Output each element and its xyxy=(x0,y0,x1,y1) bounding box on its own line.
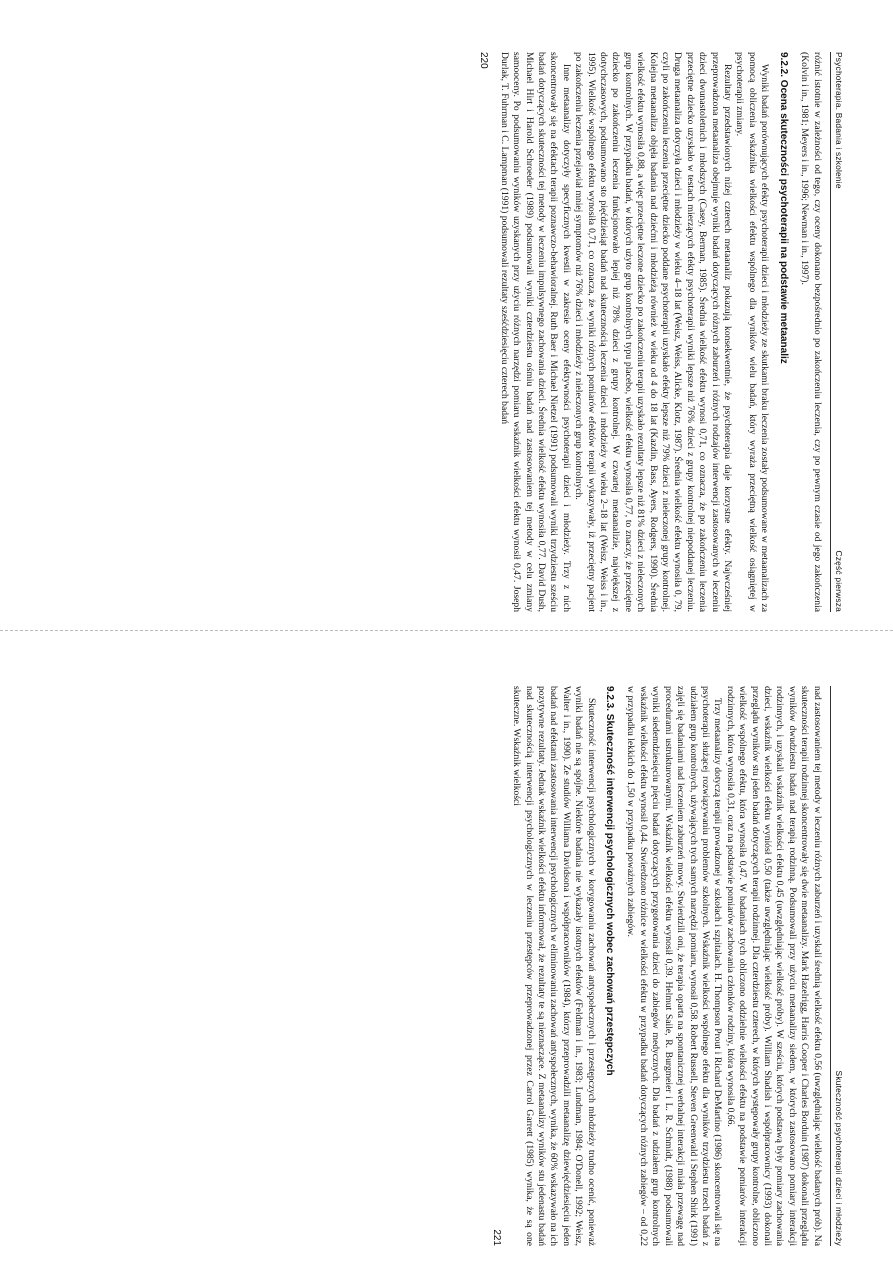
page-number: 221 xyxy=(490,1229,502,1246)
running-head xyxy=(830,52,845,612)
running-head-book-title: Psychoterapia. Badania i szkolenie xyxy=(834,52,844,189)
right-page xyxy=(489,686,845,1246)
page-number: 220 xyxy=(478,52,490,69)
paragraph: Rezultaty przedstawionych niżej czterech metaanaliz pokazują konsekwentnie, że psychoterapia daje korzystne efekty. Najwcześniej przeprowadzona metaanaliza obejmuje wyniki badań dotyczących różnych zaburzeń i różnych rodzajów interwencji zastosowanych w leczeniu dzieci dwunastoletnich i młodszych (Casey, Berman, 1985). Średnia wielkość efektu wynosi 0,71, co oznacza, że po zakończeniu leczenia przeciętne dziecko uzyskało w testach mierzących efekty psychoterapii wyniki lepsze niż 76% dzieci z grupy kontrolnej niepoddanej leczeniu. Druga metaanaliza dotyczyła dzieci i młodzieży w wieku 4–18 lat (Weisz, Weiss, Alicke, Klotz, 1987). Średnia wielkość efektu wynosiła 0, 79, czyli po zakończeniu leczenia przeciętne dziecko poddane psychoterapii uzyskało efekty lepsze niż 79% dzieci z nieleczonej grupy kontrolnej. Kolejna metaanaliza objęła badania nad dziećmi i młodzieżą również w wieku od 4 do 18 lat (Kazdin, Bass, Ayers, Rodgers, 1990). Średnia wielkość efektu wynosiła 0,88, a więc przeciętne leczone dziecko po zakończeniu terapii uzyskało rezultaty lepsze niż 81% dzieci z nieleczonych grup kontrolnych. W przypadku badań, w których użyto grup kontrolnych typu placebo, wielkość efektu wynosiła 0,77, to znaczy, że przeciętne dziecko po zakończeniu leczenia funkcjonowało lepiej niż 78% dzieci z grupy kontrolnej. W czwartej metaanalizie, największej z dotychczasowych, podsumowano sto pięćdziesiąt badań nad skutecznością leczenia dzieci i młodzieży w wieku 2–18 lat (Weisz, Weiss i in., 1995). Wielkość wspólnego efektu wynosiła 0,71, co oznacza, że wyniki różnych pomiarów efektów terapii wykazywały, iż przeciętny pacjent po zakończeniu leczenia przejawiał mniej symptomów niż 76% dzieci i młodzieży z nieleczonych grup kontrolnych. xyxy=(573,52,734,612)
running-head xyxy=(830,686,845,1246)
left-page xyxy=(477,52,845,612)
page-body xyxy=(497,52,822,612)
paragraph: różnić istotnie w zależności od tego, czy oceny dokonano bezpośrednio po zakończeniu leczenia, czy po pewnym czasie od jego zakończenia (Kolvin i in., 1981; Meyers i in., 1996; Newman i in., 1997). xyxy=(799,52,823,612)
paragraph: nad zastosowaniem tej metody w leczeniu różnych zaburzeń i uzyskali średnią wielkość efektu 0,56 (uwzględniając wielkość badanych prób). Na skuteczności terapii rodzinnej skoncentrowały się dwie metaanalizy. Mark Hazelrigg, Harris Cooper i Charles Borduin (1987) dokonali przeglądu wyników dwudziestu badań nad terapią rodzinną. Podsumowali przy użyciu metaanalizy siedem, w których zastosowano pomiary interakcji rodzinnych, i uzyskali wskaźnik wielkości efektu 0,45 (uwzględniając wielkość próby). W sześciu, których podstawą były pomiary zachowania dzieci, wskaźnik wielkości efektu wyniósł 0,50 (także uwzględniając wielkość próby). William Shadish i współpracownicy (1993) dokonali przeglądu wyników stu jeden badań dotyczących terapii rodzinnej. Dla czterdziestu czterech, w których występowały grupy kontrolne, obliczono wielkość wspólnego efektu, która wynosiła 0,47. W badaniach tych obliczono oddzielnie wielkości efektu na podstawie pomiarów interakcji rodzinnych, która wynosiła 0,31, oraz na podstawie pomiarów zachowania członków rodziny, która wynosiła 0,66. xyxy=(724,686,823,1246)
paragraph: Skuteczność interwencji psychologicznych w korygowaniu zachowań antyspołecznych i przestępczych młodzieży trudno ocenić, ponieważ wyniki badań nie są spójne. Niektóre badania nie wykazały istotnych efektów (Feldman i in., 1983; Lundman, 1984; O'Donell, 1992; Weisz, Walter i in., 1990). Ze studiów Williama Davidsona i współpracowników (1984), którzy przeprowadzili metaanalizę dziewięćdziesięciu jeden badań nad efektami zastosowania interwencji psychologicznych w eliminowaniu zachowań antyspołecznych, wynika, że 60% wskazywało na ich pozytywne rezultaty. Jednak wskaźnik wielkości efektu informował, że rezultaty te są nieznaczące. Z metaanalizy wyników stu jedenastu badań nad skutecznością interwencji psychologicznych w leczeniu przestępców przeprowadzonej przez Carrol Garrett (1985) wynika, że są one skuteczne. Wskaźnik wielkości xyxy=(511,686,597,1246)
running-head-part: Część pierwsza xyxy=(834,550,844,612)
page-gutter xyxy=(0,630,893,631)
section-heading: 9.2.3. Skuteczność interwencji psychologicznych wobec zachowań przestępczych xyxy=(604,686,616,1076)
paragraph: Inne metaanalizy dotyczyły specyficznych kwestii w zakresie oceny efektywności psychoterapii dzieci i młodzieży. Trzy z nich skoncentrowały się na efektach terapii poznawczo-behawioralnej. Ruth Baer i Michael Nietzel (1991) podsumowali wyniki trzydziestu sześciu badań dotyczących skuteczności tej metody w leczeniu impulsywnego zachowania dzieci. Średnia wielkość efektu wynosiła 0,77. David Dush, Michael Hirt i Harold Schroeder (1989) podsumowali wyniki czterdziestu ośmiu badań nad zastosowaniem tej metody w celu zmiany samooceny. Po podsumowaniu wyników uzyskanych przy użyciu różnych narzędzi pomiaru wskaźnik wielkości efektu wynosił 0,47. Joseph Durlak, T. Fuhrman i C. Lampman (1991) podsumowali rezultaty sześćdziesięciu czterech badań xyxy=(498,52,572,612)
running-head-chapter-title: Skuteczność psychoterapii dzieci i młodzieży xyxy=(834,1070,844,1246)
paragraph: Trzy metaanalizy dotyczą terapii prowadzonej w szkołach i szpitalach. H. Thompson Prout i Richard DeMartino (1986) skoncentrowali się na psychoterapii służącej rozwiązywaniu problemów szkolnych. Wskaźnik wielkości wspólnego efektu dla wyników trzydziestu trzech badań z udziałem grup kontrolnych, używających tych samych narzędzi pomiaru, wynosił 0,58. Robert Russell, Steven Greenwald i Stephen Shirk (1991) zajęli się badaniami nad leczeniem zaburzeń mowy. Stwierdzili oni, że terapia oparta na spontanicznej werbalnej interakcji miała przewagę nad procedurami ustrukturowanymi. Wskaźnik wielkości efektu wynosił 0,39. Helmut Saile, R. Burgmeier i L. R. Schmidt, (1988) podsumowali wyniki siedemdziesięciu pięciu badań dotyczących przygotowania dzieci do zabiegów medycznych. Dla badań z udziałem grup kontrolnych wskaźnik wielkości efektu wynosił 0,44. Stwierdzono różnice w wielkości efektu w przypadku badań dotyczących różnych zabiegów – od 0,22 w przypadku lekkich do 1,50 w przypadku poważnych zabiegów. xyxy=(625,686,724,1246)
section-heading: 9.2.2. Ocena skuteczności psychoterapii na podstawie metaanaliz xyxy=(777,52,789,364)
paragraph: Wyniki badań porównujących efekty psychoterapii dzieci i młodzieży ze skutkami braku leczenia zostały podsumowane w metaanalizach za pomocą obliczenia wskaźnika wielkości efektu wspólnego dla wyników wielu badań, który wyraża przeciętną wielkość osiągniętej w psychoterapii zmiany. xyxy=(734,52,771,612)
page-body xyxy=(510,686,823,1246)
